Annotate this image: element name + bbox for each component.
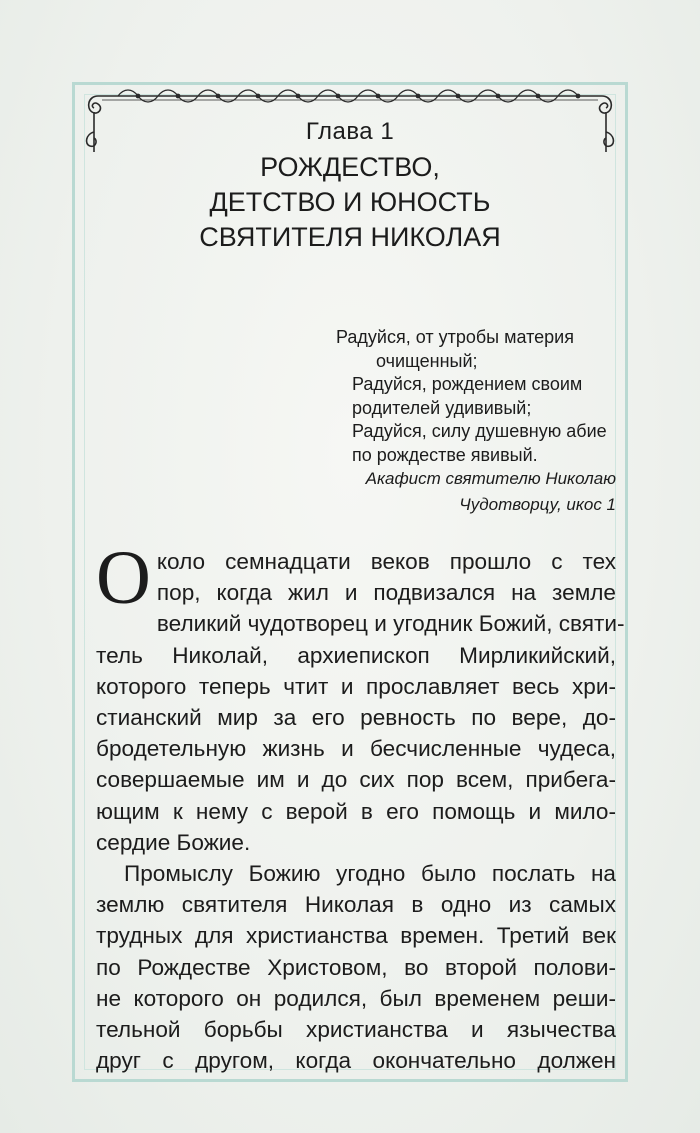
chapter-title-line: ДЕТСТВО И ЮНОСТЬ (209, 187, 491, 217)
attribution-line: Чудотворцу, икос 1 (459, 495, 616, 514)
drop-cap: О (96, 536, 151, 620)
body-line: совершаемые им и до сих пор всем, прибега- (96, 767, 616, 793)
epigraph-line: по рождестве явивый. (352, 444, 538, 465)
epigraph-line: Радуйся, рождением своим (352, 374, 583, 395)
body-line: друг с другом, когда окончательно должен (96, 1048, 616, 1074)
epigraph-line: родителей удививый; (352, 397, 532, 418)
body-line: не которого он родился, был временем реши- (96, 985, 616, 1011)
body-line: по Рождестве Христовом, во второй полови- (96, 954, 616, 980)
chapter-label: Глава 1 (305, 118, 395, 145)
chapter-title-line: СВЯТИТЕЛЯ НИКОЛАЯ (199, 222, 501, 252)
body-line: бродетельную жизнь и бесчисленные чудеса, (96, 736, 616, 762)
epigraph-line: Радуйся, силу душевную абие (352, 421, 607, 442)
body-line: тель Николай, архиепископ Мирликийский, (96, 642, 616, 668)
chapter-title (0, 150, 700, 255)
body-text (96, 536, 625, 1076)
epigraph-line: очищенный; (376, 350, 478, 371)
body-line: которого теперь чтит и прославляет весь хри- (96, 673, 616, 699)
body-line: коло семнадцати веков прошло с тех (156, 549, 616, 574)
body-line: сердие Божие. (96, 829, 251, 855)
body-line: ющим к нему с верой в его помощь и мило- (96, 798, 616, 824)
attribution-line: Акафист святителю Николаю (365, 469, 616, 488)
chapter-title-line: РОЖДЕСТВО, (260, 152, 440, 182)
epigraph-line: Радуйся, от утробы материя (336, 327, 574, 347)
epigraph (336, 326, 616, 468)
epigraph-attribution (316, 466, 616, 518)
body-line: великий чудотворец и угодник Божий, святи- (156, 611, 625, 637)
body-line: трудных для христианства времен. Третий век (96, 923, 616, 949)
body-line: землю святителя Николая в одно из самых (96, 892, 616, 918)
body-line: Промыслу Божию угодно было послать на (124, 861, 616, 887)
body-line: тельной борьбы христианства и язычества (96, 1017, 616, 1043)
body-line: стианский мир за его ревность по вере, до- (96, 705, 616, 731)
body-line: пор, когда жил и подвизался на земле (156, 580, 616, 606)
